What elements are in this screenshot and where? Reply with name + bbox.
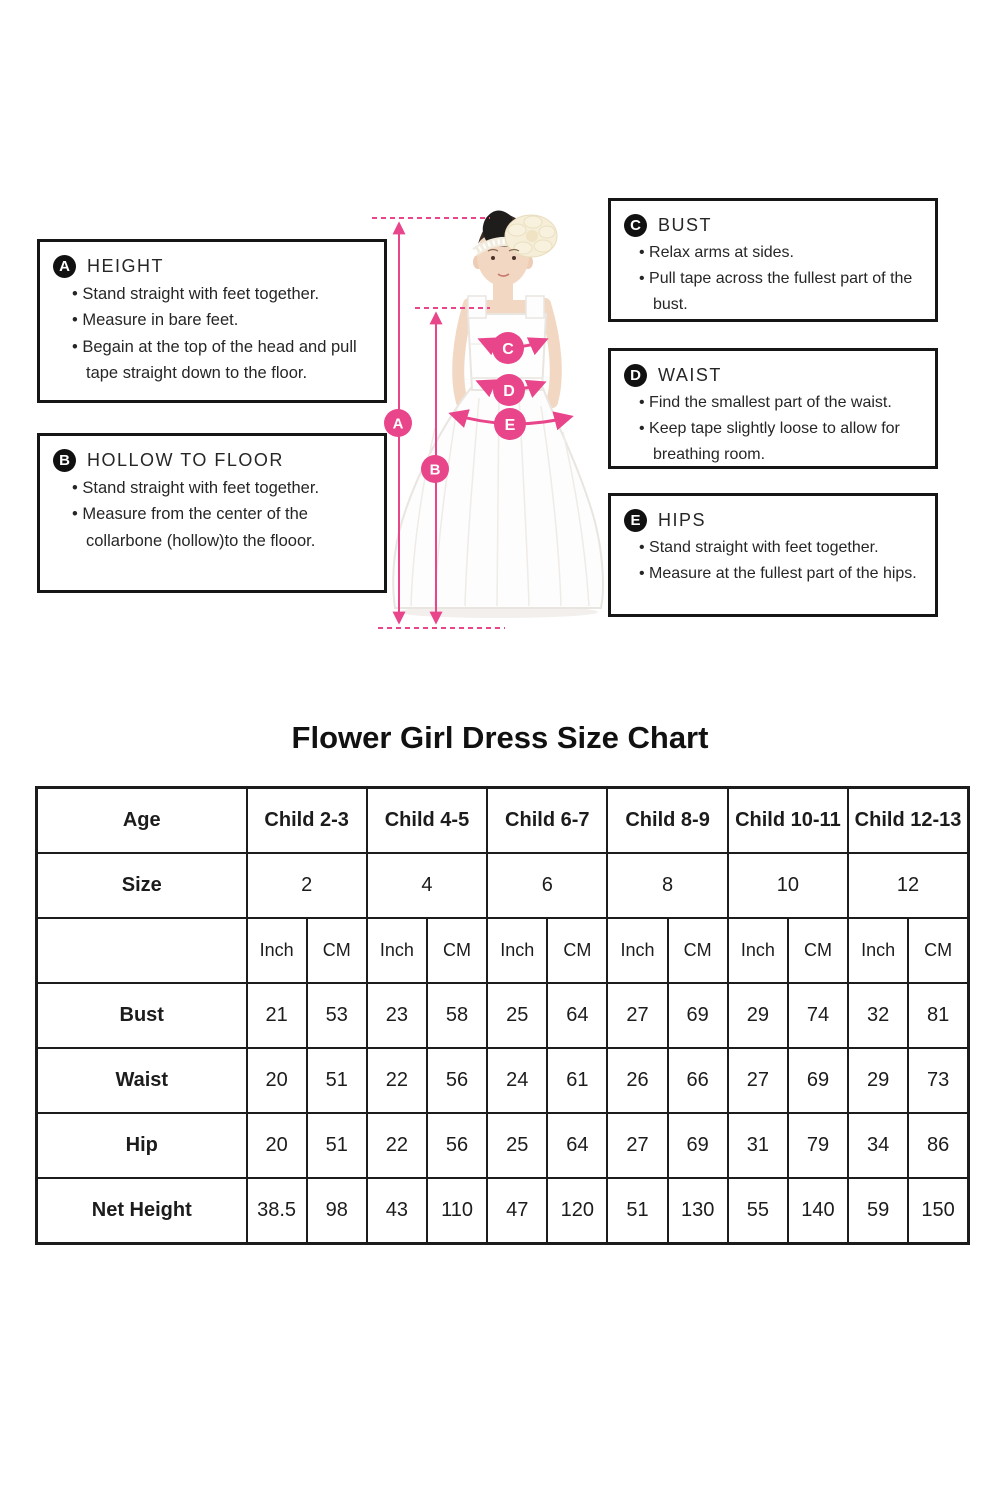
- svg-text:C: C: [502, 341, 514, 358]
- instruction-item: • Measure in bare feet.: [86, 307, 376, 333]
- table-row-units: [37, 918, 969, 983]
- size-header-cell: Size: [37, 853, 247, 918]
- measurement-cell: 86: [908, 1113, 968, 1178]
- measure-box-header: [624, 364, 935, 387]
- unit-header-cell: Inch: [247, 918, 307, 983]
- measure-box-title: HEIGHT: [87, 256, 165, 276]
- size-value-cell: 4: [367, 853, 487, 918]
- measurement-cell: 47: [487, 1178, 547, 1244]
- measure-box-height: [37, 239, 387, 403]
- instruction-list: [611, 535, 935, 587]
- measurement-cell: 120: [547, 1178, 607, 1244]
- instruction-list: [40, 281, 384, 387]
- table-row-hip: [37, 1113, 969, 1178]
- age-group-cell: Child 4-5: [367, 788, 487, 854]
- measurement-cell: 21: [247, 983, 307, 1048]
- measure-box-header: [624, 214, 935, 237]
- measurement-cell: 56: [427, 1048, 487, 1113]
- instruction-item: • Find the smallest part of the waist.: [653, 390, 927, 416]
- letter-badge-b: B: [53, 449, 76, 472]
- unit-header-cell: CM: [547, 918, 607, 983]
- measurement-cell: 29: [728, 983, 788, 1048]
- unit-header-cell: CM: [307, 918, 367, 983]
- instruction-list: [611, 240, 935, 318]
- measurement-cell: 73: [908, 1048, 968, 1113]
- measurement-cell: 51: [307, 1113, 367, 1178]
- measure-box-header: [53, 255, 384, 278]
- measure-box-title: HIPS: [658, 510, 707, 530]
- measurement-cell: 69: [788, 1048, 848, 1113]
- measurement-cell: 79: [788, 1113, 848, 1178]
- measurement-cell: 29: [848, 1048, 908, 1113]
- measurement-cell: 110: [427, 1178, 487, 1244]
- measurement-cell: 25: [487, 983, 547, 1048]
- measurement-cell: 24: [487, 1048, 547, 1113]
- size-value-cell: 6: [487, 853, 607, 918]
- measurement-cell: 150: [908, 1178, 968, 1244]
- size-chart-body: [37, 788, 969, 1244]
- instruction-item: • Relax arms at sides.: [653, 240, 927, 266]
- row-label-cell: Hip: [37, 1113, 247, 1178]
- measure-box-hips: [608, 493, 938, 617]
- measurement-cell: 64: [547, 1113, 607, 1178]
- unit-header-cell: Inch: [848, 918, 908, 983]
- age-group-cell: Child 6-7: [487, 788, 607, 854]
- measurement-cell: 130: [668, 1178, 728, 1244]
- instruction-item: • Begain at the top of the head and pull tape straight down to the floor.: [86, 334, 376, 387]
- svg-text:B: B: [429, 461, 441, 479]
- unit-header-cell: CM: [788, 918, 848, 983]
- measurement-cell: 69: [668, 983, 728, 1048]
- measurement-cell: 27: [728, 1048, 788, 1113]
- letter-badge-d: D: [624, 364, 647, 387]
- unit-header-cell: Inch: [728, 918, 788, 983]
- measurement-cell: 26: [607, 1048, 667, 1113]
- measurement-cell: 56: [427, 1113, 487, 1178]
- measurement-cell: 140: [788, 1178, 848, 1244]
- age-group-cell: Child 10-11: [728, 788, 848, 854]
- measurement-cell: 27: [607, 983, 667, 1048]
- measurement-cell: 51: [307, 1048, 367, 1113]
- letter-badge-e: E: [624, 509, 647, 532]
- measurement-cell: 23: [367, 983, 427, 1048]
- size-value-cell: 10: [728, 853, 848, 918]
- measurement-cell: 58: [427, 983, 487, 1048]
- measurement-cell: 27: [607, 1113, 667, 1178]
- svg-text:E: E: [504, 417, 516, 434]
- measurement-cell: 69: [668, 1113, 728, 1178]
- measurement-cell: 59: [848, 1178, 908, 1244]
- flower-girl-figure: [365, 192, 635, 652]
- measure-box-header: [53, 449, 384, 472]
- svg-text:A: A: [392, 415, 404, 433]
- row-label-cell: Bust: [37, 983, 247, 1048]
- instruction-item: • Keep tape slightly loose to allow for breathing room.: [653, 416, 927, 468]
- instruction-item: • Stand straight with feet together.: [86, 475, 376, 501]
- measurement-cell: 55: [728, 1178, 788, 1244]
- instruction-item: • Stand straight with feet together.: [86, 281, 376, 307]
- svg-text:D: D: [503, 383, 515, 400]
- instruction-item: • Stand straight with feet together.: [653, 535, 927, 561]
- unit-header-cell: CM: [668, 918, 728, 983]
- size-chart-table: [35, 786, 970, 1245]
- measure-box-header: [624, 509, 935, 532]
- measure-box-hollow-to-floor: [37, 433, 387, 593]
- unit-header-cell: Inch: [367, 918, 427, 983]
- letter-badge-c: C: [624, 214, 647, 237]
- table-row-waist: [37, 1048, 969, 1113]
- measurement-cell: 20: [247, 1048, 307, 1113]
- measurement-cell: 34: [848, 1113, 908, 1178]
- instruction-item: • Measure from the center of the collarbone (hollow)to the flooor.: [86, 501, 376, 554]
- instruction-list: [611, 390, 935, 468]
- measurement-cell: 25: [487, 1113, 547, 1178]
- empty-cell: [37, 918, 247, 983]
- age-group-cell: Child 8-9: [607, 788, 727, 854]
- measurement-cell: 43: [367, 1178, 427, 1244]
- letter-badge-a: A: [53, 255, 76, 278]
- flower: [505, 215, 557, 257]
- chart-title: Flower Girl Dress Size Chart: [291, 720, 709, 755]
- measure-box-title: WAIST: [658, 365, 722, 385]
- measurement-cell: 22: [367, 1048, 427, 1113]
- measurement-cell: 98: [307, 1178, 367, 1244]
- measurement-cell: 31: [728, 1113, 788, 1178]
- measure-box-title: BUST: [658, 215, 713, 235]
- table-row-age: [37, 788, 969, 854]
- size-value-cell: 12: [848, 853, 968, 918]
- size-value-cell: 2: [247, 853, 367, 918]
- unit-header-cell: Inch: [607, 918, 667, 983]
- size-value-cell: 8: [607, 853, 727, 918]
- table-row-size: [37, 853, 969, 918]
- unit-header-cell: Inch: [487, 918, 547, 983]
- row-label-cell: Waist: [37, 1048, 247, 1113]
- measurement-cell: 64: [547, 983, 607, 1048]
- measurement-cell: 38.5: [247, 1178, 307, 1244]
- instruction-item: • Measure at the fullest part of the hips.: [653, 561, 927, 587]
- table-row-net-height: [37, 1178, 969, 1244]
- measurement-cell: 51: [607, 1178, 667, 1244]
- measurement-cell: 81: [908, 983, 968, 1048]
- measurement-cell: 22: [367, 1113, 427, 1178]
- measurement-cell: 61: [547, 1048, 607, 1113]
- measure-box-waist: [608, 348, 938, 469]
- measurement-cell: 66: [668, 1048, 728, 1113]
- age-group-cell: Child 2-3: [247, 788, 367, 854]
- age-group-cell: Child 12-13: [848, 788, 968, 854]
- unit-header-cell: CM: [908, 918, 968, 983]
- measurement-cell: 53: [307, 983, 367, 1048]
- measure-box-bust: [608, 198, 938, 322]
- row-label-cell: Net Height: [37, 1178, 247, 1244]
- instruction-item: • Pull tape across the fullest part of the bust.: [653, 266, 927, 318]
- measurement-cell: 32: [848, 983, 908, 1048]
- measure-box-title: HOLLOW TO FLOOR: [87, 450, 284, 470]
- instruction-list: [40, 475, 384, 554]
- unit-header-cell: CM: [427, 918, 487, 983]
- measurement-cell: 74: [788, 983, 848, 1048]
- table-row-bust: [37, 983, 969, 1048]
- measurement-cell: 20: [247, 1113, 307, 1178]
- age-header-cell: Age: [37, 788, 247, 854]
